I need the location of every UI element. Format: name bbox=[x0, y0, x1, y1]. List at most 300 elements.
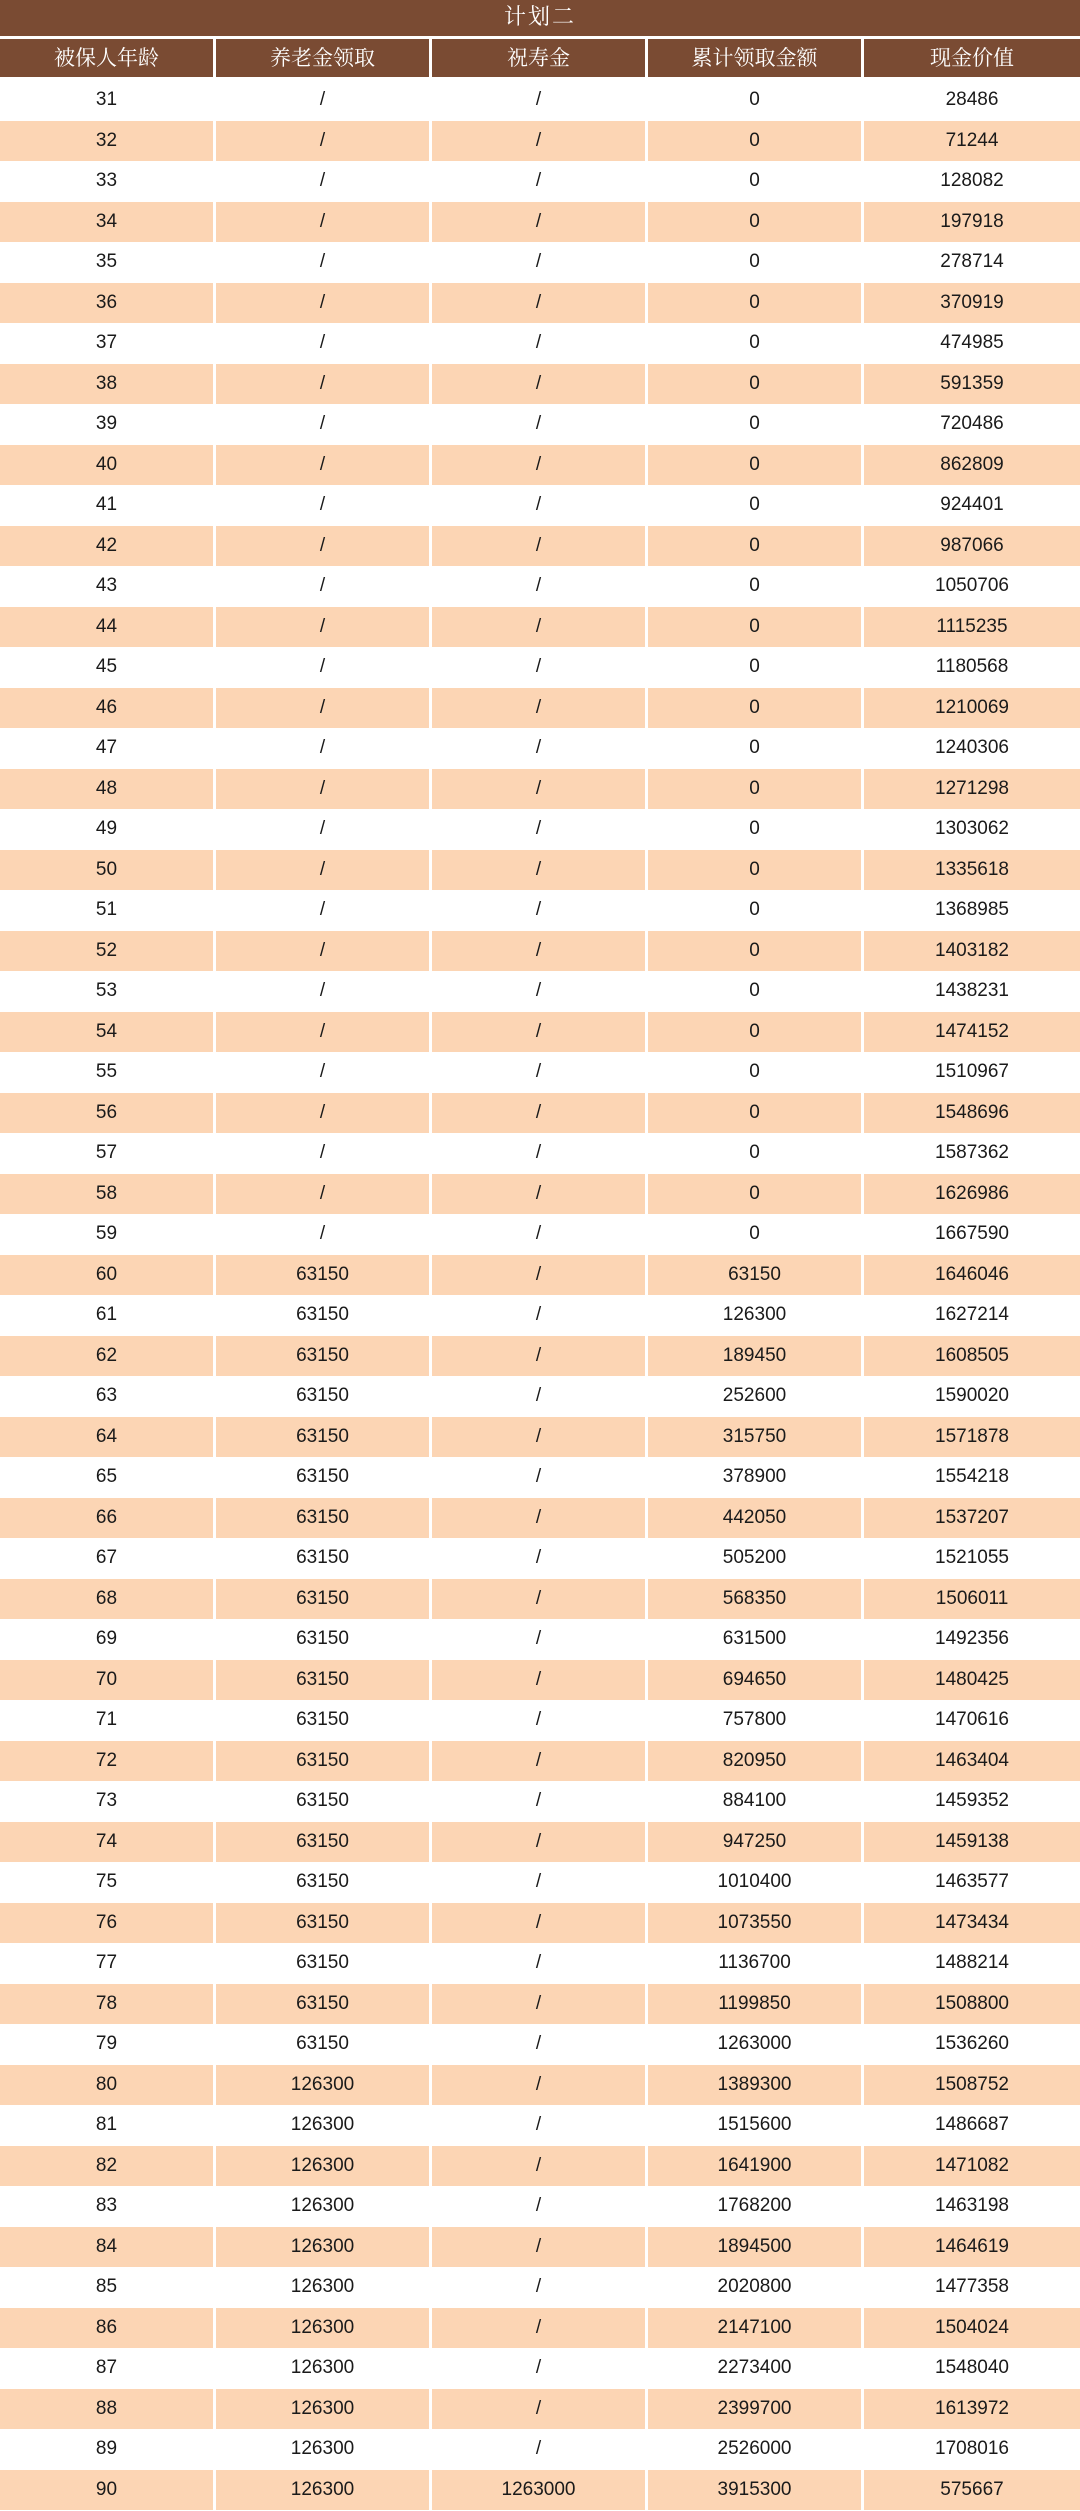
cash-value-cell: 1473434 bbox=[864, 1903, 1080, 1944]
longevity-benefit-cell: / bbox=[432, 161, 648, 202]
pension-cell: 126300 bbox=[216, 2227, 432, 2268]
insured-age-cell: 73 bbox=[0, 1781, 216, 1822]
pension-cell: 126300 bbox=[216, 2267, 432, 2308]
header-cash-value: 现金价值 bbox=[864, 39, 1080, 77]
cash-value-cell: 1626986 bbox=[864, 1174, 1080, 1215]
pension-cell: / bbox=[216, 931, 432, 972]
cumulative-amount-cell: 252600 bbox=[648, 1376, 864, 1417]
longevity-benefit-cell: / bbox=[432, 1214, 648, 1255]
cash-value-cell: 1403182 bbox=[864, 931, 1080, 972]
table-row bbox=[0, 647, 1080, 688]
cumulative-amount-cell: 568350 bbox=[648, 1579, 864, 1620]
pension-cell: 126300 bbox=[216, 2389, 432, 2430]
table-row bbox=[0, 1457, 1080, 1498]
cumulative-amount-cell: 0 bbox=[648, 283, 864, 324]
table-row bbox=[0, 2186, 1080, 2227]
pension-cell: / bbox=[216, 202, 432, 243]
cash-value-cell: 128082 bbox=[864, 161, 1080, 202]
cumulative-amount-cell: 0 bbox=[648, 931, 864, 972]
table-row bbox=[0, 1579, 1080, 1620]
cumulative-amount-cell: 0 bbox=[648, 688, 864, 729]
longevity-benefit-cell: / bbox=[432, 769, 648, 810]
insured-age-cell: 31 bbox=[0, 80, 216, 121]
cash-value-cell: 1464619 bbox=[864, 2227, 1080, 2268]
cumulative-amount-cell: 0 bbox=[648, 1093, 864, 1134]
cash-value-cell: 1115235 bbox=[864, 607, 1080, 648]
cumulative-amount-cell: 315750 bbox=[648, 1417, 864, 1458]
table-row bbox=[0, 404, 1080, 445]
table-row bbox=[0, 1052, 1080, 1093]
table-title: 计划二 bbox=[0, 0, 1080, 36]
table-row bbox=[0, 1336, 1080, 1377]
longevity-benefit-cell: / bbox=[432, 1538, 648, 1579]
table-row bbox=[0, 283, 1080, 324]
cash-value-cell: 1463577 bbox=[864, 1862, 1080, 1903]
pension-cell: 63150 bbox=[216, 1538, 432, 1579]
table-row bbox=[0, 2267, 1080, 2308]
cumulative-amount-cell: 2526000 bbox=[648, 2429, 864, 2470]
table-row bbox=[0, 1984, 1080, 2025]
table-row bbox=[0, 364, 1080, 405]
cumulative-amount-cell: 0 bbox=[648, 404, 864, 445]
cash-value-cell: 1438231 bbox=[864, 971, 1080, 1012]
cumulative-amount-cell: 694650 bbox=[648, 1660, 864, 1701]
cumulative-amount-cell: 0 bbox=[648, 121, 864, 162]
cumulative-amount-cell: 947250 bbox=[648, 1822, 864, 1863]
insured-age-cell: 54 bbox=[0, 1012, 216, 1053]
table-row bbox=[0, 850, 1080, 891]
pension-cell: / bbox=[216, 445, 432, 486]
table-row bbox=[0, 1822, 1080, 1863]
cash-value-cell: 1486687 bbox=[864, 2105, 1080, 2146]
pension-cell: / bbox=[216, 283, 432, 324]
pension-cell: 126300 bbox=[216, 2470, 432, 2511]
insured-age-cell: 59 bbox=[0, 1214, 216, 1255]
table-row bbox=[0, 1498, 1080, 1539]
pension-cell: / bbox=[216, 647, 432, 688]
table-row bbox=[0, 2024, 1080, 2065]
header-longevity-benefit: 祝寿金 bbox=[432, 39, 648, 77]
cumulative-amount-cell: 0 bbox=[648, 728, 864, 769]
longevity-benefit-cell: / bbox=[432, 971, 648, 1012]
cumulative-amount-cell: 2399700 bbox=[648, 2389, 864, 2430]
cumulative-amount-cell: 1136700 bbox=[648, 1943, 864, 1984]
table-row bbox=[0, 2105, 1080, 2146]
cumulative-amount-cell: 0 bbox=[648, 971, 864, 1012]
table-row bbox=[0, 121, 1080, 162]
cash-value-cell: 1492356 bbox=[864, 1619, 1080, 1660]
cash-value-cell: 1050706 bbox=[864, 566, 1080, 607]
longevity-benefit-cell: / bbox=[432, 1903, 648, 1944]
cumulative-amount-cell: 1641900 bbox=[648, 2146, 864, 2187]
table-row bbox=[0, 161, 1080, 202]
table-row bbox=[0, 1538, 1080, 1579]
longevity-benefit-cell: / bbox=[432, 2267, 648, 2308]
longevity-benefit-cell: / bbox=[432, 1862, 648, 1903]
insured-age-cell: 69 bbox=[0, 1619, 216, 1660]
table-row bbox=[0, 1700, 1080, 1741]
longevity-benefit-cell: / bbox=[432, 890, 648, 931]
insured-age-cell: 72 bbox=[0, 1741, 216, 1782]
cumulative-amount-cell: 0 bbox=[648, 647, 864, 688]
insured-age-cell: 82 bbox=[0, 2146, 216, 2187]
pension-cell: / bbox=[216, 485, 432, 526]
cumulative-amount-cell: 0 bbox=[648, 1133, 864, 1174]
longevity-benefit-cell: / bbox=[432, 364, 648, 405]
insured-age-cell: 57 bbox=[0, 1133, 216, 1174]
insured-age-cell: 84 bbox=[0, 2227, 216, 2268]
cumulative-amount-cell: 1010400 bbox=[648, 1862, 864, 1903]
cash-value-cell: 1608505 bbox=[864, 1336, 1080, 1377]
insured-age-cell: 61 bbox=[0, 1295, 216, 1336]
cash-value-cell: 1470616 bbox=[864, 1700, 1080, 1741]
longevity-benefit-cell: / bbox=[432, 485, 648, 526]
pension-cell: / bbox=[216, 1133, 432, 1174]
longevity-benefit-cell: / bbox=[432, 566, 648, 607]
cash-value-cell: 1504024 bbox=[864, 2308, 1080, 2349]
table-row bbox=[0, 2389, 1080, 2430]
pension-cell: 63150 bbox=[216, 1943, 432, 1984]
longevity-benefit-cell: / bbox=[432, 850, 648, 891]
pension-cell: / bbox=[216, 1093, 432, 1134]
cash-value-cell: 1536260 bbox=[864, 2024, 1080, 2065]
pension-cell: / bbox=[216, 607, 432, 648]
insured-age-cell: 75 bbox=[0, 1862, 216, 1903]
cash-value-cell: 1613972 bbox=[864, 2389, 1080, 2430]
insured-age-cell: 86 bbox=[0, 2308, 216, 2349]
table-row bbox=[0, 2308, 1080, 2349]
table-row bbox=[0, 2227, 1080, 2268]
pension-cell: 63150 bbox=[216, 1579, 432, 1620]
insured-age-cell: 90 bbox=[0, 2470, 216, 2511]
insured-age-cell: 32 bbox=[0, 121, 216, 162]
longevity-benefit-cell: / bbox=[432, 688, 648, 729]
cash-value-cell: 1463198 bbox=[864, 2186, 1080, 2227]
cash-value-cell: 1303062 bbox=[864, 809, 1080, 850]
table-row bbox=[0, 1417, 1080, 1458]
cash-value-cell: 1521055 bbox=[864, 1538, 1080, 1579]
cash-value-cell: 1508800 bbox=[864, 1984, 1080, 2025]
insured-age-cell: 42 bbox=[0, 526, 216, 567]
longevity-benefit-cell: / bbox=[432, 1943, 648, 1984]
longevity-benefit-cell: / bbox=[432, 1619, 648, 1660]
insured-age-cell: 41 bbox=[0, 485, 216, 526]
insured-age-cell: 44 bbox=[0, 607, 216, 648]
cash-value-cell: 1627214 bbox=[864, 1295, 1080, 1336]
insured-age-cell: 35 bbox=[0, 242, 216, 283]
pension-cell: 63150 bbox=[216, 1822, 432, 1863]
insured-age-cell: 55 bbox=[0, 1052, 216, 1093]
cash-value-cell: 474985 bbox=[864, 323, 1080, 364]
pension-cell: / bbox=[216, 404, 432, 445]
cash-value-cell: 1571878 bbox=[864, 1417, 1080, 1458]
cash-value-cell: 987066 bbox=[864, 526, 1080, 567]
table-row bbox=[0, 1741, 1080, 1782]
cumulative-amount-cell: 1073550 bbox=[648, 1903, 864, 1944]
pension-cell: / bbox=[216, 1012, 432, 1053]
pension-cell: 126300 bbox=[216, 2186, 432, 2227]
pension-cell: / bbox=[216, 121, 432, 162]
longevity-benefit-cell: / bbox=[432, 1376, 648, 1417]
pension-cell: 63150 bbox=[216, 1984, 432, 2025]
cumulative-amount-cell: 1515600 bbox=[648, 2105, 864, 2146]
cash-value-cell: 1667590 bbox=[864, 1214, 1080, 1255]
pension-cell: 63150 bbox=[216, 1336, 432, 1377]
cumulative-amount-cell: 0 bbox=[648, 809, 864, 850]
cash-value-cell: 1240306 bbox=[864, 728, 1080, 769]
pension-cell: 63150 bbox=[216, 2024, 432, 2065]
insured-age-cell: 58 bbox=[0, 1174, 216, 1215]
pension-cell: 63150 bbox=[216, 1862, 432, 1903]
pension-cell: 63150 bbox=[216, 1700, 432, 1741]
longevity-benefit-cell: / bbox=[432, 1336, 648, 1377]
insured-age-cell: 47 bbox=[0, 728, 216, 769]
longevity-benefit-cell: / bbox=[432, 1417, 648, 1458]
insured-age-cell: 71 bbox=[0, 1700, 216, 1741]
insured-age-cell: 33 bbox=[0, 161, 216, 202]
insured-age-cell: 37 bbox=[0, 323, 216, 364]
cumulative-amount-cell: 884100 bbox=[648, 1781, 864, 1822]
insured-age-cell: 39 bbox=[0, 404, 216, 445]
table-row bbox=[0, 607, 1080, 648]
longevity-benefit-cell: / bbox=[432, 2348, 648, 2389]
longevity-benefit-cell: / bbox=[432, 2227, 648, 2268]
longevity-benefit-cell: / bbox=[432, 242, 648, 283]
pension-cell: 126300 bbox=[216, 2429, 432, 2470]
pension-cell: 63150 bbox=[216, 1660, 432, 1701]
insured-age-cell: 66 bbox=[0, 1498, 216, 1539]
insured-age-cell: 56 bbox=[0, 1093, 216, 1134]
pension-cell: / bbox=[216, 1052, 432, 1093]
table-row bbox=[0, 1214, 1080, 1255]
longevity-benefit-cell: / bbox=[432, 931, 648, 972]
pension-cell: 126300 bbox=[216, 2105, 432, 2146]
longevity-benefit-cell: / bbox=[432, 2065, 648, 2106]
cumulative-amount-cell: 0 bbox=[648, 1012, 864, 1053]
table-row bbox=[0, 688, 1080, 729]
longevity-benefit-cell: / bbox=[432, 1984, 648, 2025]
cash-value-cell: 1554218 bbox=[864, 1457, 1080, 1498]
cumulative-amount-cell: 0 bbox=[648, 161, 864, 202]
cash-value-cell: 1708016 bbox=[864, 2429, 1080, 2470]
insured-age-cell: 76 bbox=[0, 1903, 216, 1944]
table-row bbox=[0, 1012, 1080, 1053]
longevity-benefit-cell: / bbox=[432, 809, 648, 850]
insured-age-cell: 40 bbox=[0, 445, 216, 486]
longevity-benefit-cell: / bbox=[432, 2308, 648, 2349]
cumulative-amount-cell: 0 bbox=[648, 850, 864, 891]
cumulative-amount-cell: 1263000 bbox=[648, 2024, 864, 2065]
pension-cell: / bbox=[216, 80, 432, 121]
pension-cell: 63150 bbox=[216, 1457, 432, 1498]
header-pension: 养老金领取 bbox=[216, 39, 432, 77]
table-row bbox=[0, 566, 1080, 607]
table-row bbox=[0, 1133, 1080, 1174]
table-row bbox=[0, 242, 1080, 283]
cumulative-amount-cell: 378900 bbox=[648, 1457, 864, 1498]
table-row bbox=[0, 971, 1080, 1012]
pension-cell: / bbox=[216, 323, 432, 364]
pension-cell: 126300 bbox=[216, 2065, 432, 2106]
insured-age-cell: 85 bbox=[0, 2267, 216, 2308]
insured-age-cell: 80 bbox=[0, 2065, 216, 2106]
cumulative-amount-cell: 1894500 bbox=[648, 2227, 864, 2268]
insured-age-cell: 60 bbox=[0, 1255, 216, 1296]
cash-value-cell: 1587362 bbox=[864, 1133, 1080, 1174]
insured-age-cell: 89 bbox=[0, 2429, 216, 2470]
cumulative-amount-cell: 0 bbox=[648, 80, 864, 121]
longevity-benefit-cell: / bbox=[432, 323, 648, 364]
cash-value-cell: 1646046 bbox=[864, 1255, 1080, 1296]
pension-cell: / bbox=[216, 728, 432, 769]
cash-value-cell: 197918 bbox=[864, 202, 1080, 243]
table-row bbox=[0, 1295, 1080, 1336]
cumulative-amount-cell: 0 bbox=[648, 242, 864, 283]
cumulative-amount-cell: 2147100 bbox=[648, 2308, 864, 2349]
cumulative-amount-cell: 442050 bbox=[648, 1498, 864, 1539]
insured-age-cell: 62 bbox=[0, 1336, 216, 1377]
cash-value-cell: 862809 bbox=[864, 445, 1080, 486]
insured-age-cell: 46 bbox=[0, 688, 216, 729]
longevity-benefit-cell: / bbox=[432, 1660, 648, 1701]
longevity-benefit-cell: / bbox=[432, 2429, 648, 2470]
longevity-benefit-cell: / bbox=[432, 526, 648, 567]
longevity-benefit-cell: / bbox=[432, 283, 648, 324]
cash-value-cell: 1459138 bbox=[864, 1822, 1080, 1863]
longevity-benefit-cell: 1263000 bbox=[432, 2470, 648, 2511]
cumulative-amount-cell: 0 bbox=[648, 1214, 864, 1255]
pension-cell: 126300 bbox=[216, 2308, 432, 2349]
longevity-benefit-cell: / bbox=[432, 2186, 648, 2227]
cumulative-amount-cell: 505200 bbox=[648, 1538, 864, 1579]
cumulative-amount-cell: 2273400 bbox=[648, 2348, 864, 2389]
table-row bbox=[0, 323, 1080, 364]
cash-value-cell: 575667 bbox=[864, 2470, 1080, 2511]
pension-cell: / bbox=[216, 364, 432, 405]
cash-value-cell: 1335618 bbox=[864, 850, 1080, 891]
pension-cell: 63150 bbox=[216, 1741, 432, 1782]
table-row bbox=[0, 202, 1080, 243]
insured-age-cell: 67 bbox=[0, 1538, 216, 1579]
insured-age-cell: 50 bbox=[0, 850, 216, 891]
cash-value-cell: 71244 bbox=[864, 121, 1080, 162]
cumulative-amount-cell: 631500 bbox=[648, 1619, 864, 1660]
insured-age-cell: 79 bbox=[0, 2024, 216, 2065]
insured-age-cell: 34 bbox=[0, 202, 216, 243]
table-row bbox=[0, 1619, 1080, 1660]
longevity-benefit-cell: / bbox=[432, 2389, 648, 2430]
pension-cell: / bbox=[216, 566, 432, 607]
table-row bbox=[0, 1174, 1080, 1215]
pension-cell: / bbox=[216, 769, 432, 810]
table-row bbox=[0, 1093, 1080, 1134]
cumulative-amount-cell: 0 bbox=[648, 566, 864, 607]
insured-age-cell: 74 bbox=[0, 1822, 216, 1863]
cash-value-cell: 28486 bbox=[864, 80, 1080, 121]
cumulative-amount-cell: 3915300 bbox=[648, 2470, 864, 2511]
pension-cell: 63150 bbox=[216, 1498, 432, 1539]
table-row bbox=[0, 80, 1080, 121]
longevity-benefit-cell: / bbox=[432, 121, 648, 162]
cumulative-amount-cell: 2020800 bbox=[648, 2267, 864, 2308]
longevity-benefit-cell: / bbox=[432, 1093, 648, 1134]
longevity-benefit-cell: / bbox=[432, 445, 648, 486]
pension-cell: 63150 bbox=[216, 1619, 432, 1660]
cash-value-cell: 1463404 bbox=[864, 1741, 1080, 1782]
longevity-benefit-cell: / bbox=[432, 202, 648, 243]
cumulative-amount-cell: 0 bbox=[648, 202, 864, 243]
pension-cell: / bbox=[216, 809, 432, 850]
table-row bbox=[0, 1255, 1080, 1296]
longevity-benefit-cell: / bbox=[432, 2146, 648, 2187]
table-row bbox=[0, 1660, 1080, 1701]
cumulative-amount-cell: 0 bbox=[648, 1174, 864, 1215]
cumulative-amount-cell: 0 bbox=[648, 526, 864, 567]
cumulative-amount-cell: 126300 bbox=[648, 1295, 864, 1336]
table-row bbox=[0, 1862, 1080, 1903]
cumulative-amount-cell: 0 bbox=[648, 485, 864, 526]
longevity-benefit-cell: / bbox=[432, 1012, 648, 1053]
pension-cell: / bbox=[216, 242, 432, 283]
pension-cell: / bbox=[216, 688, 432, 729]
longevity-benefit-cell: / bbox=[432, 1295, 648, 1336]
insured-age-cell: 77 bbox=[0, 1943, 216, 1984]
longevity-benefit-cell: / bbox=[432, 1700, 648, 1741]
insured-age-cell: 53 bbox=[0, 971, 216, 1012]
insured-age-cell: 51 bbox=[0, 890, 216, 931]
cash-value-cell: 1471082 bbox=[864, 2146, 1080, 2187]
cash-value-cell: 1180568 bbox=[864, 647, 1080, 688]
insured-age-cell: 63 bbox=[0, 1376, 216, 1417]
pension-cell: / bbox=[216, 1214, 432, 1255]
longevity-benefit-cell: / bbox=[432, 1052, 648, 1093]
table-body bbox=[0, 80, 1080, 2510]
pension-cell: / bbox=[216, 161, 432, 202]
cash-value-cell: 720486 bbox=[864, 404, 1080, 445]
table-row bbox=[0, 2348, 1080, 2389]
longevity-benefit-cell: / bbox=[432, 2105, 648, 2146]
longevity-benefit-cell: / bbox=[432, 1822, 648, 1863]
insured-age-cell: 52 bbox=[0, 931, 216, 972]
table-row bbox=[0, 1376, 1080, 1417]
insured-age-cell: 68 bbox=[0, 1579, 216, 1620]
table-row bbox=[0, 2065, 1080, 2106]
pension-cell: / bbox=[216, 890, 432, 931]
cumulative-amount-cell: 0 bbox=[648, 445, 864, 486]
table-row bbox=[0, 769, 1080, 810]
cumulative-amount-cell: 0 bbox=[648, 323, 864, 364]
table-row bbox=[0, 2146, 1080, 2187]
longevity-benefit-cell: / bbox=[432, 1579, 648, 1620]
table-row bbox=[0, 526, 1080, 567]
cumulative-amount-cell: 1389300 bbox=[648, 2065, 864, 2106]
cash-value-cell: 278714 bbox=[864, 242, 1080, 283]
cumulative-amount-cell: 0 bbox=[648, 890, 864, 931]
longevity-benefit-cell: / bbox=[432, 1174, 648, 1215]
pension-cell: / bbox=[216, 1174, 432, 1215]
insured-age-cell: 70 bbox=[0, 1660, 216, 1701]
header-cumulative-amount: 累计领取金额 bbox=[648, 39, 864, 77]
cash-value-cell: 1548040 bbox=[864, 2348, 1080, 2389]
cash-value-cell: 1506011 bbox=[864, 1579, 1080, 1620]
table-row bbox=[0, 809, 1080, 850]
pension-cell: 63150 bbox=[216, 1255, 432, 1296]
longevity-benefit-cell: / bbox=[432, 1133, 648, 1174]
cash-value-cell: 370919 bbox=[864, 283, 1080, 324]
pension-cell: 126300 bbox=[216, 2146, 432, 2187]
cash-value-cell: 924401 bbox=[864, 485, 1080, 526]
cumulative-amount-cell: 63150 bbox=[648, 1255, 864, 1296]
